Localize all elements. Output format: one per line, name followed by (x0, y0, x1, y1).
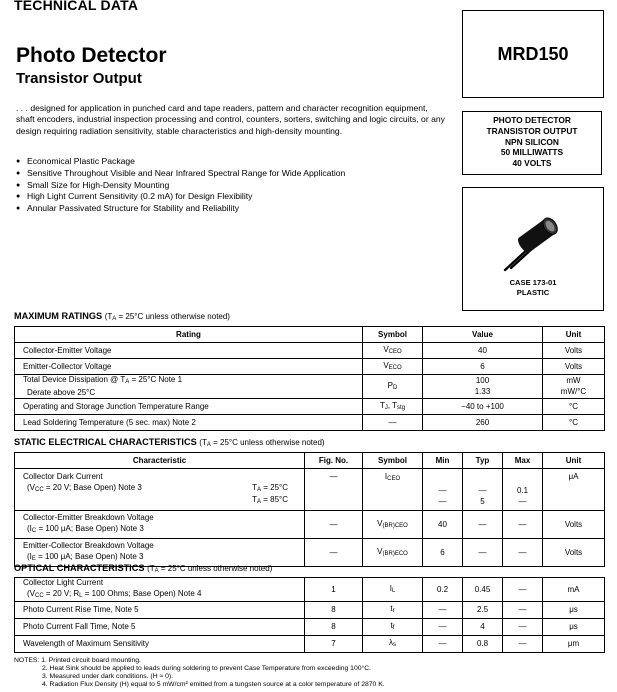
note-item: 2. Heat Sink should be applied to leads during soldering to prevent Case Temperature from exceeding 100°C. (42, 665, 372, 673)
part-number-box (462, 10, 604, 98)
static-char-condition: (TA = 25°C unless otherwise noted) (199, 438, 325, 448)
column-header: Unit (543, 327, 605, 343)
spec-line: 40 VOLTS (512, 158, 552, 169)
table-row: Collector Dark Current (VCC = 20 V; Base Open) Note 3 TA = 25°C TA = 85°C — ICEO — — — 5 0.1 — μA (15, 469, 605, 511)
feature-item: ● Sensitive Throughout Visible and Near Infrared Spectral Range for Wide Application (16, 168, 456, 180)
notes (14, 657, 385, 689)
table-row: Emitter-Collector Breakdown Voltage (IE = 100 μA; Base Open) Note 3 — V(BR)ECO 6 — — Volts (15, 539, 605, 567)
table-row: Operating and Storage Junction Temperature Range TJ, Tstg −40 to +100 °C (15, 399, 605, 415)
column-header: Fig. No. (305, 453, 363, 469)
max-ratings-heading (14, 311, 230, 322)
column-header: Characteristic (15, 453, 305, 469)
table-row: Collector-Emitter Breakdown Voltage (IC = 100 μA; Base Open) Note 3 — V(BR)CEO 40 — — Volts (15, 511, 605, 539)
column-header: Symbol (363, 453, 423, 469)
optical-char-title: OPTICAL CHARACTERISTICS (14, 563, 145, 573)
static-char-title: STATIC ELECTRICAL CHARACTERISTICS (14, 437, 197, 447)
max-ratings-condition: (TA = 25°C unless otherwise noted) (104, 312, 230, 322)
table-row: Photo Current Rise Time, Note 5 8 tr — 2.5 — μs (15, 602, 605, 619)
spec-line: 50 MILLIWATTS (500, 147, 564, 158)
column-header: Typ (463, 453, 503, 469)
feature-item: ● Small Size for High-Density Mounting (16, 180, 456, 192)
section-label: TECHNICAL DATA (14, 0, 139, 13)
table-row: Total Device Dissipation @ TA = 25°C Note 1 Derate above 25°C PD 100 1.33 mW mW/°C (15, 375, 605, 399)
max-ratings-table (14, 326, 605, 431)
case-box (462, 187, 604, 311)
optical-char-heading (14, 563, 272, 574)
static-char-heading (14, 437, 325, 448)
optical-char-table (14, 577, 605, 653)
static-char-table (14, 452, 605, 567)
part-number: MRD150 (497, 43, 569, 64)
case-label (463, 278, 603, 297)
optical-char-condition: (TA = 25°C unless otherwise noted) (147, 564, 273, 574)
column-header: Rating (15, 327, 363, 343)
case-number: CASE 173-01 (509, 278, 557, 287)
table-header-row (15, 327, 605, 343)
feature-item: ● Economical Plastic Package (16, 156, 456, 168)
table-row: Collector Light Current (VCC = 20 V; RL = 100 Ohms; Base Open) Note 4 1 IL 0.2 0.45 — mA (15, 578, 605, 602)
spec-box (462, 111, 602, 175)
device-package-illustration (477, 204, 589, 274)
table-row: Emitter-Collector Voltage VECO 6 Volts (15, 359, 605, 375)
spec-line: PHOTO DETECTOR (493, 115, 571, 125)
spec-line: TRANSISTOR OUTPUT (486, 125, 578, 136)
max-ratings-title: MAXIMUM RATINGS (14, 311, 103, 321)
column-header: Value (423, 327, 543, 343)
spec-line: NPN SILICON (505, 136, 559, 147)
page-title: Photo Detector (16, 44, 167, 67)
description: . . . designed for application in punched card and tape readers, pattern and character recognition equipment, shaft encoders, industrial inspection processing and control, counters, sorters, switching and logic circuits, or any design requiring radiation sensitivity, stable characteristics and high-density mounting. (16, 103, 445, 136)
note-item: 4. Radiation Flux Density (H) equal to 5 mW/cm² emitted from a tungsten source at a color temperature of 2870 K. (42, 681, 385, 689)
column-header: Symbol (363, 327, 423, 343)
column-header: Min (423, 453, 463, 469)
table-row: Wavelength of Maximum Sensitivity 7 λs — 0.8 — μm (15, 636, 605, 653)
note-item: NOTES: 1. Printed circuit board mounting. (14, 657, 141, 664)
note-item: 3. Measured under dark conditions. (H ≈ 0). (42, 673, 174, 681)
case-material: PLASTIC (516, 287, 550, 297)
table-row: Collector-Emitter Voltage VCEO 40 Volts (15, 343, 605, 359)
table-row: Photo Current Fall Time, Note 5 8 tf — 4 — μs (15, 619, 605, 636)
table-header-row (15, 453, 605, 469)
table-row: Lead Soldering Temperature (5 sec. max) Note 2 — 260 °C (15, 415, 605, 431)
page-subtitle: Transistor Output (16, 70, 142, 87)
column-header: Unit (543, 453, 605, 469)
feature-item: ● Annular Passivated Structure for Stability and Reliability (16, 203, 456, 215)
feature-list (16, 156, 456, 215)
column-header: Max (503, 453, 543, 469)
feature-item: ● High Light Current Sensitivity (0.2 mA) for Design Flexibility (16, 191, 456, 203)
